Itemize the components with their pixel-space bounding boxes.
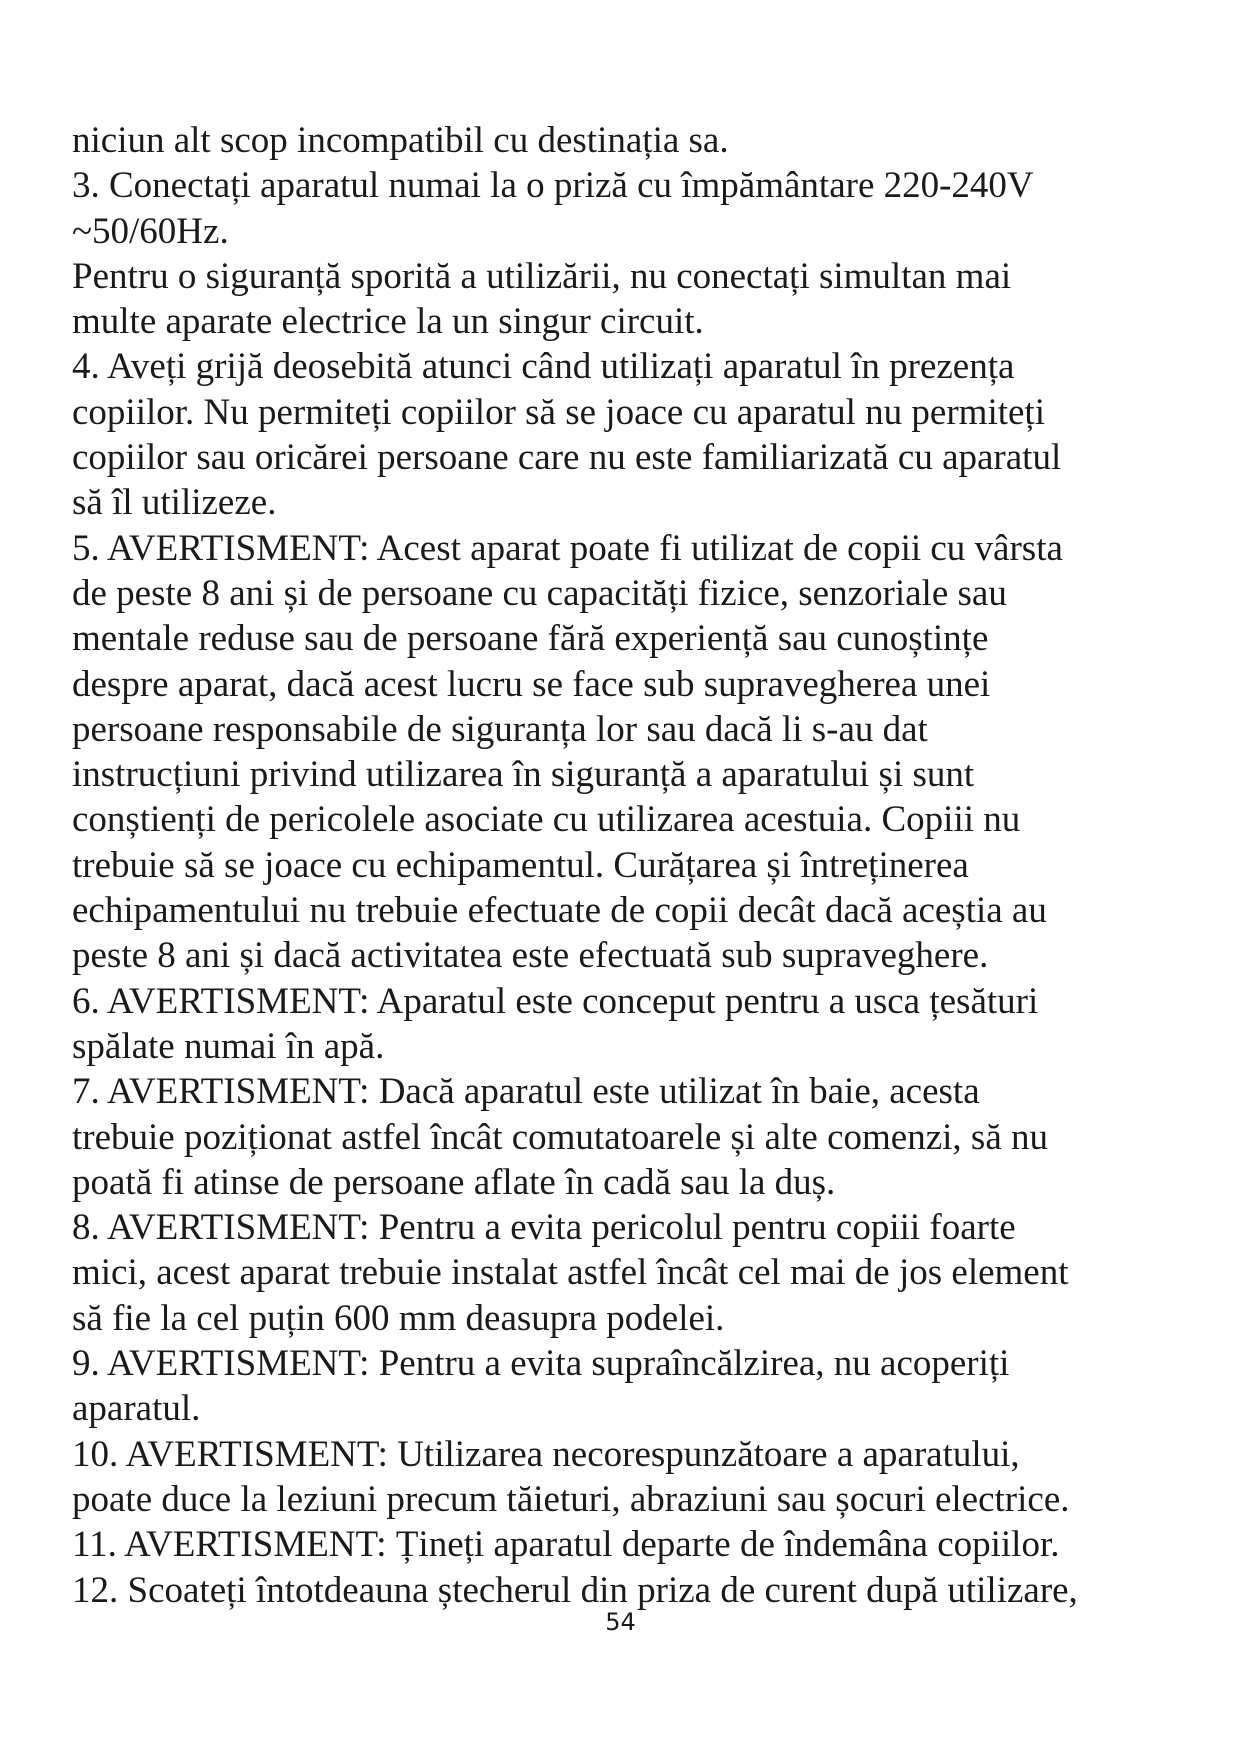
text-line: 3. Conectați aparatul numai la o priză cu împământare 220-240V (72, 165, 1034, 207)
text-line: conștienți de pericolele asociate cu utilizarea acestuia. Copiii nu (72, 799, 1021, 841)
text-line: poată fi atinse de persoane aflate în cadă sau la duș. (72, 1161, 836, 1203)
text-line: să îl utilizeze. (72, 482, 277, 524)
text-line: 5. AVERTISMENT: Acest aparat poate fi utilizat de copii cu vârsta (72, 527, 1063, 569)
text-line: aparatul. (72, 1388, 201, 1430)
text-line: să fie la cel puțin 600 mm deasupra podelei. (72, 1297, 725, 1339)
text-line: 8. AVERTISMENT: Pentru a evita pericolul pentru copiii foarte (72, 1207, 1016, 1249)
text-line: peste 8 ani și dacă activitatea este efectuată sub supraveghere. (72, 935, 989, 977)
text-line: echipamentului nu trebuie efectuate de copii decât dacă aceștia au (72, 890, 1047, 932)
text-line: ~50/60Hz. (72, 210, 229, 252)
text-line: copiilor sau oricărei persoane care nu este familiarizată cu aparatul (72, 437, 1062, 479)
instructions-text (72, 118, 1182, 1613)
text-line: spălate numai în apă. (72, 1025, 385, 1067)
text-line: persoane responsabile de siguranța lor sau dacă li s-au dat (72, 708, 928, 750)
text-line: despre aparat, dacă acest lucru se face sub supravegherea unei (72, 663, 991, 705)
text-line: niciun alt scop incompatibil cu destinația sa. (72, 120, 729, 161)
text-line: trebuie să se joace cu echipamentul. Curățarea și întreținerea (72, 844, 969, 886)
text-line: instrucțiuni privind utilizarea în siguranță a aparatului și sunt (72, 754, 975, 796)
text-line: 10. AVERTISMENT: Utilizarea necorespunzătoare a aparatului, (72, 1433, 1020, 1475)
text-line: 9. AVERTISMENT: Pentru a evita supraîncălzirea, nu acoperiți (72, 1343, 1010, 1385)
text-line: de peste 8 ani și de persoane cu capacități fizice, senzoriale sau (72, 572, 1007, 614)
text-line: 6. AVERTISMENT: Aparatul este conceput pentru a usca țesături (72, 980, 1039, 1022)
text-line: poate duce la leziuni precum tăieturi, abraziuni sau șocuri electrice. (72, 1478, 1070, 1520)
text-line: 7. AVERTISMENT: Dacă aparatul este utilizat în baie, acesta (72, 1071, 980, 1113)
text-line: Pentru o siguranță sporită a utilizării, nu conectați simultan mai (72, 255, 1012, 297)
text-line: trebuie poziționat astfel încât comutatoarele și alte comenzi, să nu (72, 1116, 1049, 1158)
page-number: 54 (605, 1608, 636, 1636)
text-line: mentale reduse sau de persoane fără experiență sau cunoștințe (72, 618, 989, 660)
text-line: copiilor. Nu permiteți copiilor să se joace cu aparatul nu permiteți (72, 391, 1045, 433)
text-line: 12. Scoateți întotdeauna ștecherul din priza de curent după utilizare, (72, 1569, 1078, 1611)
text-line: 11. AVERTISMENT: Țineți aparatul departe de îndemâna copiilor. (72, 1524, 1060, 1566)
text-line: 4. Aveți grijă deosebită atunci când utilizați aparatul în prezența (72, 346, 1015, 388)
text-line: mici, acest aparat trebuie instalat astfel încât cel mai de jos element (72, 1252, 1069, 1294)
text-line: multe aparate electrice la un singur circuit. (72, 301, 704, 343)
